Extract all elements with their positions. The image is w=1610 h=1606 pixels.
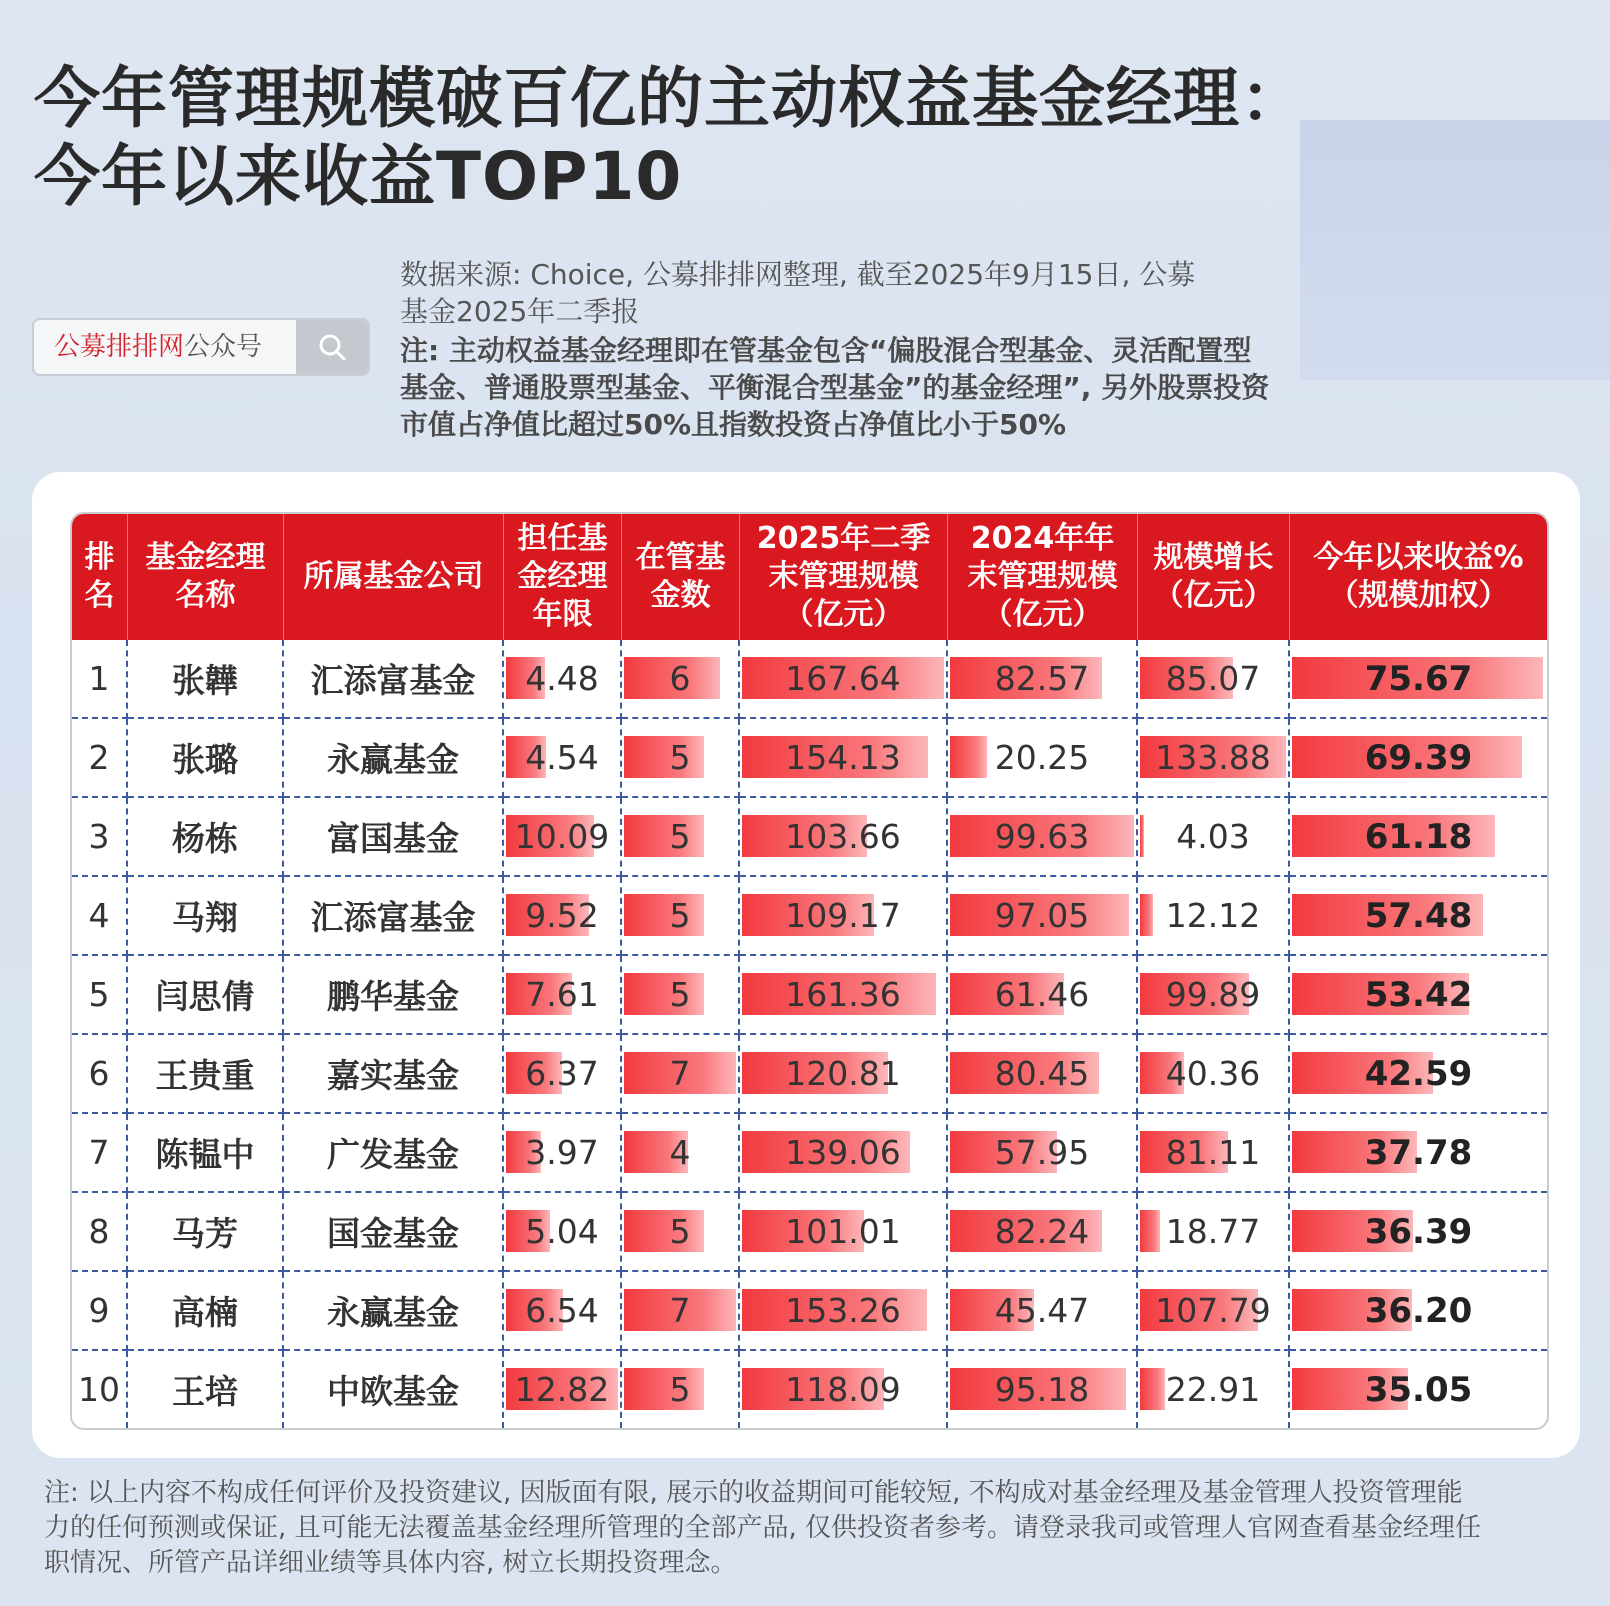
wechat-search-box[interactable] <box>32 318 370 376</box>
cell-value: 12.82 <box>514 1370 610 1409</box>
cell-company <box>284 1193 504 1272</box>
cell-growth <box>1138 640 1290 719</box>
value-bar <box>1140 894 1153 936</box>
cell-aum-2025q2 <box>740 877 948 956</box>
table-row <box>72 1351 1547 1428</box>
search-suffix: 公众号 <box>184 332 263 362</box>
table-row <box>72 877 1547 956</box>
cell-value: 22.91 <box>1165 1370 1261 1409</box>
cell-value: 张韡 <box>172 661 238 700</box>
cell-value: 国金基金 <box>327 1214 459 1253</box>
cell-company <box>284 877 504 956</box>
cell-name <box>128 877 284 956</box>
cell-value: 75.67 <box>1364 658 1473 699</box>
cell-value: 20.25 <box>994 738 1090 777</box>
cell-name <box>128 719 284 798</box>
cell-years <box>504 1272 622 1351</box>
cell-value: 2 <box>88 738 110 777</box>
cell-value: 5 <box>669 817 691 856</box>
table-row <box>72 1114 1547 1193</box>
disclaimer-line-3: 职情况、所管产品详细业绩等具体内容, 树立长期投资理念。 <box>44 1548 737 1578</box>
cell-value: 高楠 <box>172 1293 238 1332</box>
cell-rank <box>72 1114 128 1193</box>
cell-return <box>1290 640 1547 719</box>
cell-growth <box>1138 1114 1290 1193</box>
header-rank-line: 排 <box>84 540 115 575</box>
cell-value: 103.66 <box>785 817 901 856</box>
source-line-1: 数据来源: Choice, 公募排排网整理, 截至2025年9月15日, 公募 <box>400 258 1196 291</box>
cell-return <box>1290 956 1547 1035</box>
cell-value: 9 <box>88 1291 110 1330</box>
header-manager-name <box>128 514 284 640</box>
header-ytd-return-line: 今年以来收益% <box>1313 540 1524 575</box>
header-tenure <box>504 514 622 640</box>
cell-value: 5 <box>669 1212 691 1251</box>
cell-company <box>284 1351 504 1428</box>
header-fund-count-line: 金数 <box>650 578 711 613</box>
title-line-2: 今年以来收益TOP10 <box>34 138 683 215</box>
cell-value: 97.05 <box>994 896 1090 935</box>
cell-aum-2025q2 <box>740 1035 948 1114</box>
cell-aum-2025q2 <box>740 640 948 719</box>
cell-value: 37.78 <box>1364 1132 1473 1173</box>
cell-growth <box>1138 1272 1290 1351</box>
cell-funds <box>622 956 740 1035</box>
cell-value: 9.52 <box>525 896 599 935</box>
cell-aum-2024 <box>948 877 1138 956</box>
cell-years <box>504 640 622 719</box>
cell-years <box>504 798 622 877</box>
cell-value: 7 <box>669 1291 691 1330</box>
header-ytd-return-line: （规模加权） <box>1328 578 1509 613</box>
cell-value: 6.54 <box>525 1291 599 1330</box>
cell-value: 4 <box>669 1133 691 1172</box>
cell-funds <box>622 1193 740 1272</box>
header-aum-growth <box>1138 514 1290 640</box>
cell-value: 马翔 <box>172 898 238 937</box>
cell-value: 张璐 <box>172 740 238 779</box>
cell-aum-2025q2 <box>740 1272 948 1351</box>
cell-aum-2025q2 <box>740 1114 948 1193</box>
cell-value: 82.57 <box>994 659 1090 698</box>
cell-value: 99.63 <box>994 817 1090 856</box>
cell-value: 99.89 <box>1165 975 1261 1014</box>
cell-rank <box>72 956 128 1035</box>
cell-aum-2024 <box>948 1351 1138 1428</box>
cell-value: 109.17 <box>785 896 901 935</box>
cell-value: 7 <box>88 1133 110 1172</box>
cell-growth <box>1138 1035 1290 1114</box>
header-rank-line: 名 <box>84 578 115 613</box>
header-tenure-line: 年限 <box>532 597 593 632</box>
cell-value: 36.20 <box>1364 1290 1473 1331</box>
cell-funds <box>622 1272 740 1351</box>
cell-value: 3 <box>88 817 110 856</box>
header-aum-growth-line: 规模增长 <box>1153 540 1274 575</box>
cell-company <box>284 798 504 877</box>
search-button[interactable] <box>296 320 368 374</box>
cell-value: 5 <box>88 975 110 1014</box>
cell-value: 王培 <box>172 1372 238 1411</box>
cell-value: 3.97 <box>525 1133 599 1172</box>
cell-value: 闫思倩 <box>155 977 255 1016</box>
table-row <box>72 1035 1547 1114</box>
cell-value: 10.09 <box>514 817 610 856</box>
header-tenure-line: 金经理 <box>517 559 608 594</box>
table-row <box>72 956 1547 1035</box>
cell-name <box>128 1272 284 1351</box>
cell-value: 18.77 <box>1165 1212 1261 1251</box>
cell-value: 161.36 <box>785 975 901 1014</box>
cell-value: 10 <box>78 1370 120 1409</box>
cell-aum-2025q2 <box>740 1193 948 1272</box>
header-tenure-line: 担任基 <box>517 521 608 556</box>
disclaimer-line-1: 注: 以上内容不构成任何评价及投资建议, 因版面有限, 展示的收益期间可能较短, 不构成对基金经理及基金管理人投资管理能 <box>44 1478 1463 1508</box>
cell-name <box>128 1193 284 1272</box>
cell-rank <box>72 1272 128 1351</box>
cell-rank <box>72 877 128 956</box>
header-ytd-return <box>1290 514 1547 640</box>
cell-value: 57.48 <box>1364 895 1473 936</box>
header-aum-2024 <box>948 514 1138 640</box>
cell-aum-2024 <box>948 719 1138 798</box>
cell-rank <box>72 719 128 798</box>
cell-growth <box>1138 877 1290 956</box>
cell-value: 中欧基金 <box>327 1372 459 1411</box>
cell-value: 35.05 <box>1364 1369 1473 1410</box>
cell-value: 107.79 <box>1155 1291 1271 1330</box>
table-body <box>72 640 1547 1428</box>
cell-aum-2024 <box>948 798 1138 877</box>
cell-value: 7.61 <box>525 975 599 1014</box>
data-source <box>400 256 1300 330</box>
cell-value: 陈韫中 <box>155 1135 255 1174</box>
cell-aum-2024 <box>948 1035 1138 1114</box>
cell-aum-2024 <box>948 956 1138 1035</box>
cell-value: 广发基金 <box>327 1135 459 1174</box>
cell-value: 42.59 <box>1364 1053 1473 1094</box>
cell-value: 61.18 <box>1364 816 1473 857</box>
cell-value: 57.95 <box>994 1133 1090 1172</box>
definition-note <box>400 332 1310 443</box>
cell-company <box>284 956 504 1035</box>
cell-growth <box>1138 719 1290 798</box>
header-aum-growth-line: （亿元） <box>1153 578 1274 613</box>
cell-value: 80.45 <box>994 1054 1090 1093</box>
cell-name <box>128 1351 284 1428</box>
header-fund-count <box>622 514 740 640</box>
value-bar <box>1140 1210 1160 1252</box>
cell-years <box>504 956 622 1035</box>
header-aum-2024-line: 末管理规模 <box>967 559 1118 594</box>
cell-name <box>128 1035 284 1114</box>
cell-value: 4.54 <box>525 738 599 777</box>
header-manager-name-line: 名称 <box>175 578 236 613</box>
table-row <box>72 719 1547 798</box>
cell-aum-2025q2 <box>740 798 948 877</box>
header-aum-2025q2-line: （亿元） <box>783 597 904 632</box>
header-company-line: 所属基金公司 <box>303 559 484 594</box>
search-icon <box>317 332 347 362</box>
cell-aum-2025q2 <box>740 956 948 1035</box>
cell-value: 汇添富基金 <box>310 898 476 937</box>
cell-value: 133.88 <box>1155 738 1271 777</box>
cell-value: 61.46 <box>994 975 1090 1014</box>
cell-funds <box>622 1351 740 1428</box>
cell-value: 69.39 <box>1364 737 1473 778</box>
page-title <box>34 60 1307 216</box>
cell-value: 4.03 <box>1176 817 1250 856</box>
cell-value: 4.48 <box>525 659 599 698</box>
cell-value: 6 <box>88 1054 110 1093</box>
cell-funds <box>622 719 740 798</box>
cell-value: 153.26 <box>785 1291 901 1330</box>
value-bar <box>624 815 704 857</box>
value-bar <box>1140 1368 1165 1410</box>
cell-rank <box>72 798 128 877</box>
cell-return <box>1290 1035 1547 1114</box>
cell-value: 45.47 <box>994 1291 1090 1330</box>
cell-value: 154.13 <box>785 738 901 777</box>
cell-aum-2025q2 <box>740 1351 948 1428</box>
cell-value: 85.07 <box>1165 659 1261 698</box>
cell-value: 8 <box>88 1212 110 1251</box>
title-line-1: 今年管理规模破百亿的主动权益基金经理： <box>34 60 1307 137</box>
cell-value: 永赢基金 <box>327 1293 459 1332</box>
cell-value: 82.24 <box>994 1212 1090 1251</box>
cell-aum-2024 <box>948 640 1138 719</box>
cell-return <box>1290 719 1547 798</box>
header-company <box>284 514 504 640</box>
cell-rank <box>72 1193 128 1272</box>
cell-value: 167.64 <box>785 659 901 698</box>
value-bar <box>950 736 987 778</box>
cell-aum-2024 <box>948 1193 1138 1272</box>
header-row <box>72 514 1547 640</box>
cell-return <box>1290 798 1547 877</box>
cell-value: 富国基金 <box>327 819 459 858</box>
cell-return <box>1290 877 1547 956</box>
cell-years <box>504 719 622 798</box>
cell-rank <box>72 1351 128 1428</box>
cell-value: 95.18 <box>994 1370 1090 1409</box>
cell-aum-2025q2 <box>740 719 948 798</box>
table-row <box>72 798 1547 877</box>
cell-name <box>128 956 284 1035</box>
cell-value: 7 <box>669 1054 691 1093</box>
cell-company <box>284 1114 504 1193</box>
cell-value: 5 <box>669 738 691 777</box>
cell-value: 5.04 <box>525 1212 599 1251</box>
search-label <box>54 332 262 362</box>
value-bar <box>624 973 704 1015</box>
cell-value: 马芳 <box>172 1214 238 1253</box>
cell-growth <box>1138 798 1290 877</box>
table-row <box>72 640 1547 719</box>
table-row <box>72 1193 1547 1272</box>
cell-years <box>504 1193 622 1272</box>
header-aum-2024-line: 2024年年 <box>970 521 1115 556</box>
header-manager-name-line: 基金经理 <box>145 540 266 575</box>
cell-years <box>504 877 622 956</box>
header-rank <box>72 514 128 640</box>
cell-value: 杨栋 <box>172 819 238 858</box>
cell-value: 120.81 <box>785 1054 901 1093</box>
value-bar <box>624 1210 704 1252</box>
header-aum-2025q2 <box>740 514 948 640</box>
note-line-1: 注: 主动权益基金经理即在管基金包含“偏股混合型基金、灵活配置型 <box>400 334 1252 367</box>
cell-company <box>284 640 504 719</box>
cell-value: 王贵重 <box>155 1056 255 1095</box>
cell-value: 101.01 <box>785 1212 901 1251</box>
cell-value: 永赢基金 <box>327 740 459 779</box>
disclaimer-line-2: 力的任何预测或保证, 且可能无法覆盖基金经理所管理的全部产品, 仅供投资者参考。请登录我司或管理人官网查看基金经理任 <box>44 1513 1482 1543</box>
cell-value: 40.36 <box>1165 1054 1261 1093</box>
cell-value: 5 <box>669 896 691 935</box>
cell-years <box>504 1114 622 1193</box>
value-bar <box>624 894 704 936</box>
cell-rank <box>72 1035 128 1114</box>
table-header <box>72 514 1547 640</box>
header-aum-2024-line: （亿元） <box>982 597 1103 632</box>
cell-years <box>504 1035 622 1114</box>
cell-value: 5 <box>669 1370 691 1409</box>
cell-value: 81.11 <box>1165 1133 1261 1172</box>
table-row <box>72 1272 1547 1351</box>
cell-value: 118.09 <box>785 1370 901 1409</box>
cell-aum-2024 <box>948 1272 1138 1351</box>
cell-rank <box>72 640 128 719</box>
cell-value: 36.39 <box>1364 1211 1473 1252</box>
cell-funds <box>622 877 740 956</box>
cell-funds <box>622 1114 740 1193</box>
cell-growth <box>1138 1193 1290 1272</box>
decorative-panel <box>1300 120 1610 380</box>
cell-value: 1 <box>88 659 110 698</box>
cell-value: 6.37 <box>525 1054 599 1093</box>
cell-name <box>128 640 284 719</box>
value-bar <box>624 736 704 778</box>
cell-return <box>1290 1193 1547 1272</box>
note-line-2: 基金、普通股票型基金、平衡混合型基金”的基金经理”, 另外股票投资 <box>400 371 1270 404</box>
header-aum-2025q2-line: 末管理规模 <box>768 559 919 594</box>
source-line-2: 基金2025年二季报 <box>400 295 640 328</box>
disclaimer <box>44 1476 1564 1581</box>
cell-funds <box>622 640 740 719</box>
header-aum-2025q2-line: 2025年二季 <box>756 521 931 556</box>
cell-value: 12.12 <box>1165 896 1261 935</box>
cell-value: 5 <box>669 975 691 1014</box>
cell-company <box>284 719 504 798</box>
cell-company <box>284 1035 504 1114</box>
cell-value: 嘉实基金 <box>327 1056 459 1095</box>
cell-growth <box>1138 956 1290 1035</box>
cell-years <box>504 1351 622 1428</box>
value-bar <box>624 1368 704 1410</box>
cell-value: 139.06 <box>785 1133 901 1172</box>
cell-name <box>128 1114 284 1193</box>
cell-value: 鹏华基金 <box>327 977 459 1016</box>
cell-value: 4 <box>88 896 110 935</box>
cell-return <box>1290 1351 1547 1428</box>
cell-aum-2024 <box>948 1114 1138 1193</box>
cell-value: 6 <box>669 659 691 698</box>
header-fund-count-line: 在管基 <box>635 540 726 575</box>
cell-value: 53.42 <box>1364 974 1473 1015</box>
cell-return <box>1290 1114 1547 1193</box>
ranking-table <box>70 512 1549 1430</box>
cell-name <box>128 798 284 877</box>
value-bar <box>1140 815 1144 857</box>
cell-funds <box>622 798 740 877</box>
cell-company <box>284 1272 504 1351</box>
note-line-3: 市值占净值比超过50%且指数投资占净值比小于50% <box>400 408 1067 441</box>
cell-funds <box>622 1035 740 1114</box>
cell-return <box>1290 1272 1547 1351</box>
cell-value: 汇添富基金 <box>310 661 476 700</box>
cell-growth <box>1138 1351 1290 1428</box>
brand-name: 公募排排网 <box>54 332 185 362</box>
